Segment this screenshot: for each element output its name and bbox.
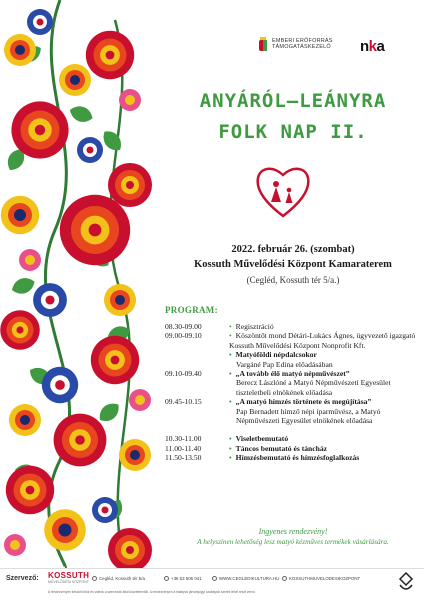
phone-icon <box>164 576 169 581</box>
organizer-sub: MŰVELŐDÉSI KÖZPONT <box>48 580 89 584</box>
hungarian-crest-icon <box>258 36 268 52</box>
event-date: 2022. február 26. (szombat) <box>231 244 355 255</box>
efo-logo <box>258 36 333 52</box>
footer-web[interactable] <box>212 576 279 581</box>
program-row <box>165 322 420 331</box>
program-row <box>165 369 420 397</box>
program-row <box>165 434 420 443</box>
sponsor-logo-icon <box>396 571 416 595</box>
program-text: • Regisztráció <box>229 322 420 331</box>
program-time: 08.30-09.00 <box>165 322 202 331</box>
heart-emblem-icon <box>252 160 314 222</box>
footer-phone <box>164 576 202 581</box>
footer-address-text: Cegléd, Kossuth tér 5/a <box>99 576 145 581</box>
program-heading: PROGRAM: <box>165 305 218 315</box>
footer-web-text[interactable]: WWW.CEGLEDIKULTURA.HU <box>219 576 280 581</box>
event-address: (Cegléd, Kossuth tér 5/a.) <box>246 275 340 285</box>
program-text: Pap Bernadett hímző népi iparművész, a Matyó Népművészeti Egyesület elnökének előadása <box>236 406 381 426</box>
footer-address <box>92 576 145 581</box>
footer-fb-text[interactable]: KOSSUTHMUVELODESIKOZPONT <box>289 576 361 581</box>
footer <box>0 568 424 600</box>
nka-prefix: n <box>360 38 369 55</box>
program-time: 11.50-13.50 <box>165 453 202 463</box>
event-venue: Kossuth Művelődési Központ Kamaraterem <box>194 259 392 270</box>
program-row <box>165 397 420 425</box>
program-title: • Viseletbemutató <box>229 434 420 443</box>
program-title: • Hímzésbemutató és hímzésfoglalkozás <box>229 453 420 462</box>
efo-line2: TÁMOGATÁSKEZELŐ <box>272 44 331 50</box>
title-line2: FOLK NAP II. <box>218 121 368 143</box>
sale-note: A helyszínen lehetőség lesz matyó kézműves termékek vásárlására. <box>197 538 389 546</box>
program-title: • „A matyó hímzés története és megújítása” <box>229 397 420 406</box>
floral-decoration <box>0 0 160 568</box>
program-text: • Köszöntőt mond Détári-Lukács Ágnes, ügyvezető igazgató Kossuth Művelődési Központ Nonprofit Kft. <box>229 331 420 350</box>
nka-suffix: a <box>376 38 385 55</box>
program-time: 11.00-11.40 <box>165 443 202 453</box>
program-time: 09.10-09.40 <box>165 369 202 379</box>
program-row <box>165 444 420 453</box>
organizer-name: KOSSUTH <box>48 571 90 580</box>
program-row <box>165 453 420 462</box>
program-text: Berecz Lászlóné a Matyó Népművészeti Egyesület tiszteletbeli elnökének előadása <box>236 378 391 397</box>
facebook-icon <box>282 576 287 581</box>
efo-line1: EMBERI ERŐFORRÁS <box>272 37 333 44</box>
program-time: 10.30-11.00 <box>165 434 202 444</box>
nka-k: k <box>368 38 377 55</box>
program-title: • Matyóföldi népdalcsokor <box>229 350 420 359</box>
program-title: • „A tovább élő matyó népművészet” <box>229 369 420 378</box>
organizer-logo <box>48 571 89 584</box>
program-time: 09.00-09.10 <box>165 331 202 341</box>
footer-facebook[interactable] <box>282 576 360 581</box>
free-event-note: Ingyenes rendezvény! <box>258 527 328 536</box>
location-icon <box>92 576 97 581</box>
globe-icon <box>212 576 217 581</box>
organizer-label: Szervező: <box>6 575 39 582</box>
title-line1: ANYÁRÓL–LEÁNYRA <box>199 90 387 112</box>
nka-logo <box>360 38 384 55</box>
footer-disclaimer: A rendezvényen készült fotók és videók a szervezők által közzétehetők. A rendezvényen a hatályos járványügyi szabályok szerint lehet részt venni. <box>48 590 256 594</box>
program-title: • Táncos bemutató és táncház <box>229 444 420 453</box>
program-text: Vargáné Pap Edina előadásában <box>236 359 333 369</box>
footer-phone-text: +36 53 505 041 <box>171 576 202 581</box>
program-time: 09.45-10.15 <box>165 397 202 407</box>
program-time <box>165 350 229 369</box>
program-row <box>165 331 420 350</box>
program-list <box>165 322 420 463</box>
program-row <box>165 350 420 369</box>
